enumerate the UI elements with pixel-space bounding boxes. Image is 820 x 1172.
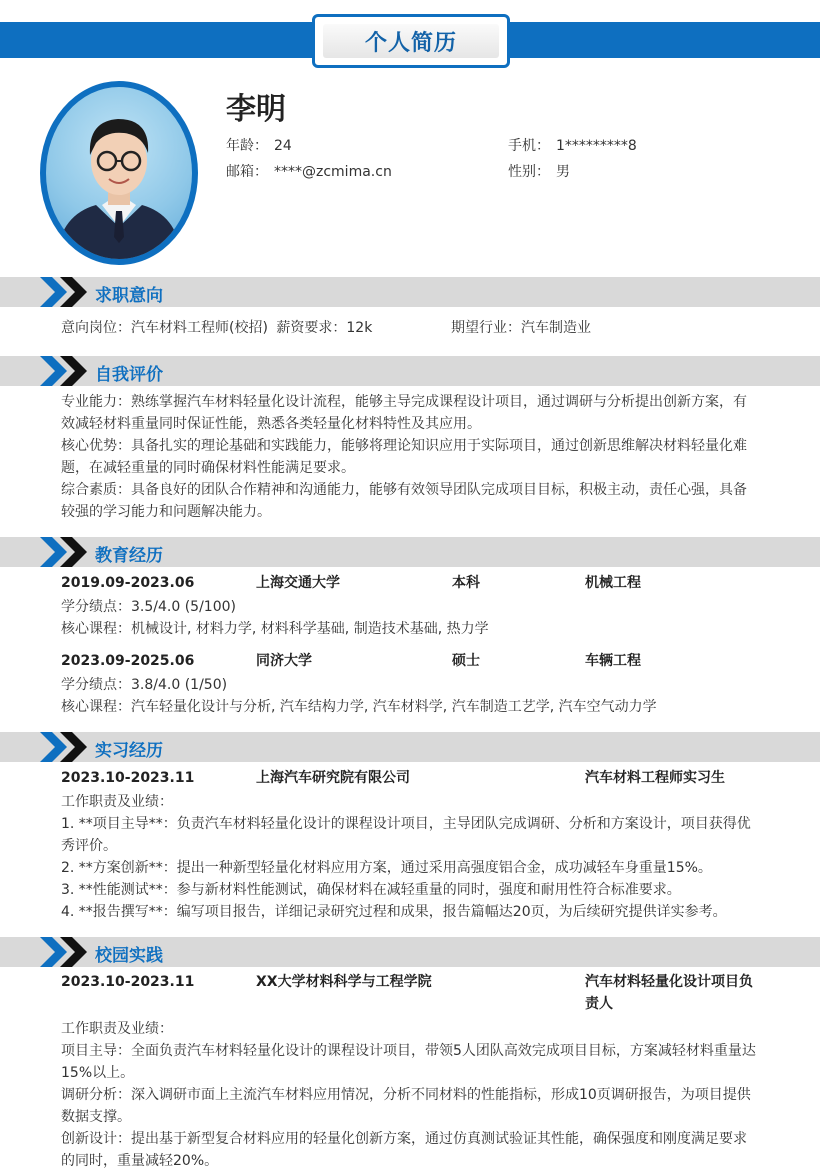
self-eval-line: 综合素质：具备良好的团队合作精神和沟通能力，能够有效领导团队完成项目目标，积极主动，责任心强，具备 bbox=[61, 482, 747, 498]
self-eval-line: 题，在减轻重量的同时确保材料性能满足要求。 bbox=[61, 460, 355, 476]
intern-duty-line: 4. **报告撰写**：编写项目报告，详细记录研究过程和成果，报告篇幅达20页，为后续研究提供详实参考。 bbox=[61, 904, 727, 920]
double-chevron-icon bbox=[40, 732, 90, 762]
intern-company: 上海汽车研究院有限公司 bbox=[256, 770, 410, 786]
email-label: 邮箱： bbox=[226, 164, 268, 180]
section-header-education bbox=[0, 537, 820, 567]
double-chevron-icon bbox=[40, 356, 90, 386]
section-title-education: 教育经历 bbox=[95, 546, 163, 566]
campus-role-line: 汽车材料轻量化设计项目负 bbox=[585, 974, 753, 990]
campus-duty-line: 15%以上。 bbox=[61, 1065, 135, 1081]
intern-duty-line: 3. **性能测试**：参与新材料性能测试，确保材料在减轻重量的同时，强度和耐用性符合标准要求。 bbox=[61, 882, 681, 898]
campus-duty-line: 创新设计：提出基于新型复合材料应用的轻量化创新方案，通过仿真测试验证其性能，确保强度和刚度满足要求 bbox=[61, 1131, 747, 1147]
intern-role: 汽车材料工程师实习生 bbox=[585, 770, 725, 786]
intern-duty-label: 工作职责及业绩： bbox=[61, 794, 173, 810]
edu-courses: 核心课程：机械设计, 材料力学, 材料科学基础, 制造技术基础, 热力学 bbox=[61, 621, 489, 637]
gender-value: 男 bbox=[556, 164, 570, 180]
campus-org: XX大学材料科学与工程学院 bbox=[256, 974, 432, 990]
campus-duty-line: 调研分析：深入调研市面上主流汽车材料应用情况，分析不同材料的性能指标，形成10页调研报告，为项目提供 bbox=[61, 1087, 751, 1103]
intern-period: 2023.10-2023.11 bbox=[61, 770, 195, 786]
edu-school: 同济大学 bbox=[256, 653, 312, 669]
edu-period: 2019.09-2023.06 bbox=[61, 575, 195, 591]
campus-role bbox=[585, 971, 765, 1015]
person-icon bbox=[46, 87, 192, 259]
gender-label: 性别： bbox=[508, 164, 550, 180]
resume-title: 个人简历 bbox=[323, 24, 499, 58]
section-header-intent bbox=[0, 277, 820, 307]
double-chevron-icon bbox=[40, 277, 90, 307]
double-chevron-icon bbox=[40, 937, 90, 967]
intent-salary: 薪资要求：12k bbox=[276, 320, 373, 336]
intern-duty-line: 1. **项目主导**：负责汽车材料轻量化设计的课程设计项目，主导团队完成调研、分析和方案设计，项目获得优 bbox=[61, 816, 751, 832]
edu-degree: 本科 bbox=[452, 575, 480, 591]
email-value: ****@zcmima.cn bbox=[274, 164, 392, 180]
intent-industry: 期望行业：汽车制造业 bbox=[451, 320, 591, 336]
section-header-campus bbox=[0, 937, 820, 967]
age-label: 年龄： bbox=[226, 138, 268, 154]
edu-period: 2023.09-2025.06 bbox=[61, 653, 195, 669]
edu-school: 上海交通大学 bbox=[256, 575, 340, 591]
age-value: 24 bbox=[274, 138, 292, 154]
campus-duty-line: 数据支撑。 bbox=[61, 1109, 131, 1125]
self-eval-line: 专业能力：熟练掌握汽车材料轻量化设计流程，能够主导完成课程设计项目，通过调研与分析提出创新方案，有 bbox=[61, 394, 747, 410]
phone-value: 1*********8 bbox=[556, 138, 637, 154]
double-chevron-icon bbox=[40, 537, 90, 567]
intern-duty-line: 2. **方案创新**：提出一种新型轻量化材料应用方案，通过采用高强度铝合金，成功减轻车身重量15%。 bbox=[61, 860, 712, 876]
section-header-internship bbox=[0, 732, 820, 762]
intern-duties bbox=[61, 791, 761, 923]
intent-position: 意向岗位：汽车材料工程师(校招) bbox=[61, 320, 268, 336]
edu-courses: 核心课程：汽车轻量化设计与分析, 汽车结构力学, 汽车材料学, 汽车制造工艺学, 汽车空气动力学 bbox=[61, 699, 657, 715]
edu-gpa: 学分绩点：3.8/4.0 (1/50) bbox=[61, 677, 228, 693]
section-title-campus: 校园实践 bbox=[95, 946, 163, 966]
candidate-name: 李明 bbox=[226, 92, 286, 127]
avatar bbox=[46, 87, 192, 259]
edu-major: 机械工程 bbox=[585, 575, 641, 591]
intern-duty-line: 秀评价。 bbox=[61, 838, 117, 854]
phone-field bbox=[508, 135, 637, 155]
campus-role-line: 责人 bbox=[585, 996, 613, 1012]
edu-major: 车辆工程 bbox=[585, 653, 641, 669]
section-title-self-eval: 自我评价 bbox=[95, 365, 163, 385]
self-eval-line: 效减轻材料重量同时保证性能，熟悉各类轻量化材料特性及其应用。 bbox=[61, 416, 481, 432]
gender-field bbox=[508, 161, 570, 181]
campus-duty-line: 项目主导：全面负责汽车材料轻量化设计的课程设计项目，带领5人团队高效完成项目目标，方案减轻材料重量达 bbox=[61, 1043, 756, 1059]
section-header-self-eval bbox=[0, 356, 820, 386]
campus-period: 2023.10-2023.11 bbox=[61, 974, 195, 990]
edu-degree: 硕士 bbox=[452, 653, 480, 669]
campus-duties bbox=[61, 1018, 761, 1172]
age-field bbox=[226, 135, 292, 155]
section-title-intent: 求职意向 bbox=[95, 286, 163, 306]
email-field bbox=[226, 161, 392, 181]
section-title-internship: 实习经历 bbox=[95, 741, 163, 761]
self-eval-line: 较强的学习能力和问题解决能力。 bbox=[61, 504, 271, 520]
edu-gpa: 学分绩点：3.5/4.0 (5/100) bbox=[61, 599, 236, 615]
campus-duty-line: 的同时，重量减轻20%。 bbox=[61, 1153, 219, 1169]
self-eval-text bbox=[61, 391, 761, 523]
self-eval-line: 核心优势：具备扎实的理论基础和实践能力，能够将理论知识应用于实际项目，通过创新思维解决材料轻量化难 bbox=[61, 438, 747, 454]
title-frame bbox=[312, 14, 510, 68]
campus-duty-label: 工作职责及业绩： bbox=[61, 1021, 173, 1037]
phone-label: 手机： bbox=[508, 138, 550, 154]
